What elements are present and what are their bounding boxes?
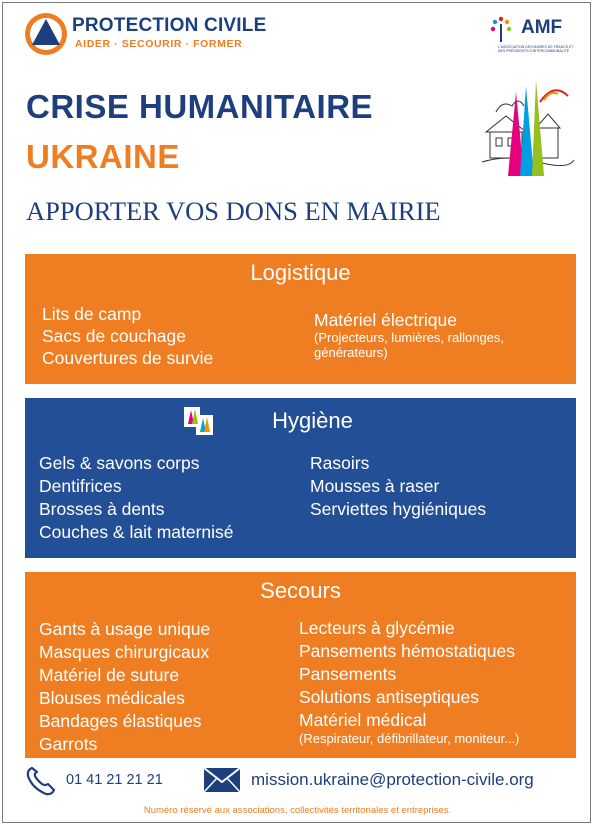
section-hygiene xyxy=(25,398,576,558)
list-item: Lits de camp xyxy=(42,304,142,324)
list-item: Brosses à dents xyxy=(39,499,165,519)
list-item: Rasoirs xyxy=(310,453,370,473)
hygiene-icon xyxy=(183,405,215,437)
protection-civile-logo xyxy=(24,12,68,56)
list-item: Pansements hémostatiques xyxy=(299,641,515,661)
mail-icon xyxy=(203,767,241,793)
section-title: Logistique xyxy=(250,260,351,285)
org-name: PROTECTION CIVILE xyxy=(72,15,267,36)
section-title: Secours xyxy=(260,578,341,603)
page-title-country: UKRAINE xyxy=(26,138,180,175)
list-item: Sacs de couchage xyxy=(42,326,186,346)
list-item: Bandages élastiques xyxy=(39,711,202,731)
list-item: Matériel de suture xyxy=(39,665,180,685)
list-item: Matériel médical xyxy=(299,710,427,730)
list-item: Gels & savons corps xyxy=(39,453,200,473)
section-title: Hygiène xyxy=(272,408,353,433)
list-item: Solutions antiseptiques xyxy=(299,687,479,707)
list-item: Mousses à raser xyxy=(310,476,440,496)
list-item: Pansements xyxy=(299,664,397,684)
amf-logo-text: AMF xyxy=(521,17,563,38)
list-item: Matériel électrique xyxy=(314,310,457,330)
list-item: Lecteurs à glycémie xyxy=(299,618,455,638)
section-logistique xyxy=(25,254,576,384)
amf-logo-caption: L'ASSOCIATION DES MAIRES DE FRANCE ET DES PRÉSIDENTS D'INTERCOMMUNALITÉ xyxy=(498,45,574,53)
contact-phone[interactable]: 01 41 21 21 21 xyxy=(66,772,163,788)
contact-email[interactable]: mission.ukraine@protection-civile.org xyxy=(251,770,534,789)
list-item-detail: (Respirateur, défibrillateur, moniteur...) xyxy=(299,731,520,746)
list-item: Blouses médicales xyxy=(39,688,185,708)
list-item: Couches & lait maternisé xyxy=(39,522,234,542)
footer-note: Numéro réservé aux associations, collectivités territoriales et entreprises. xyxy=(143,805,452,816)
call-to-action-title: APPORTER VOS DONS EN MAIRIE xyxy=(26,196,441,226)
list-item: Garrots xyxy=(39,734,98,754)
org-tagline: AIDER · SECOURIR · FORMER xyxy=(75,38,243,50)
list-item: Couvertures de survie xyxy=(42,348,214,368)
phone-icon xyxy=(24,764,58,798)
list-item: Gants à usage unique xyxy=(39,619,211,639)
village-illustration xyxy=(478,72,578,178)
page-title: CRISE HUMANITAIRE xyxy=(26,88,374,125)
list-item: Serviettes hygiéniques xyxy=(310,499,487,519)
list-item: Dentifrices xyxy=(39,476,122,496)
list-item-detail: (Projecteurs, lumières, rallonges, générateurs) xyxy=(314,330,505,360)
list-item: Masques chirurgicaux xyxy=(39,642,210,662)
section-secours xyxy=(25,572,576,758)
